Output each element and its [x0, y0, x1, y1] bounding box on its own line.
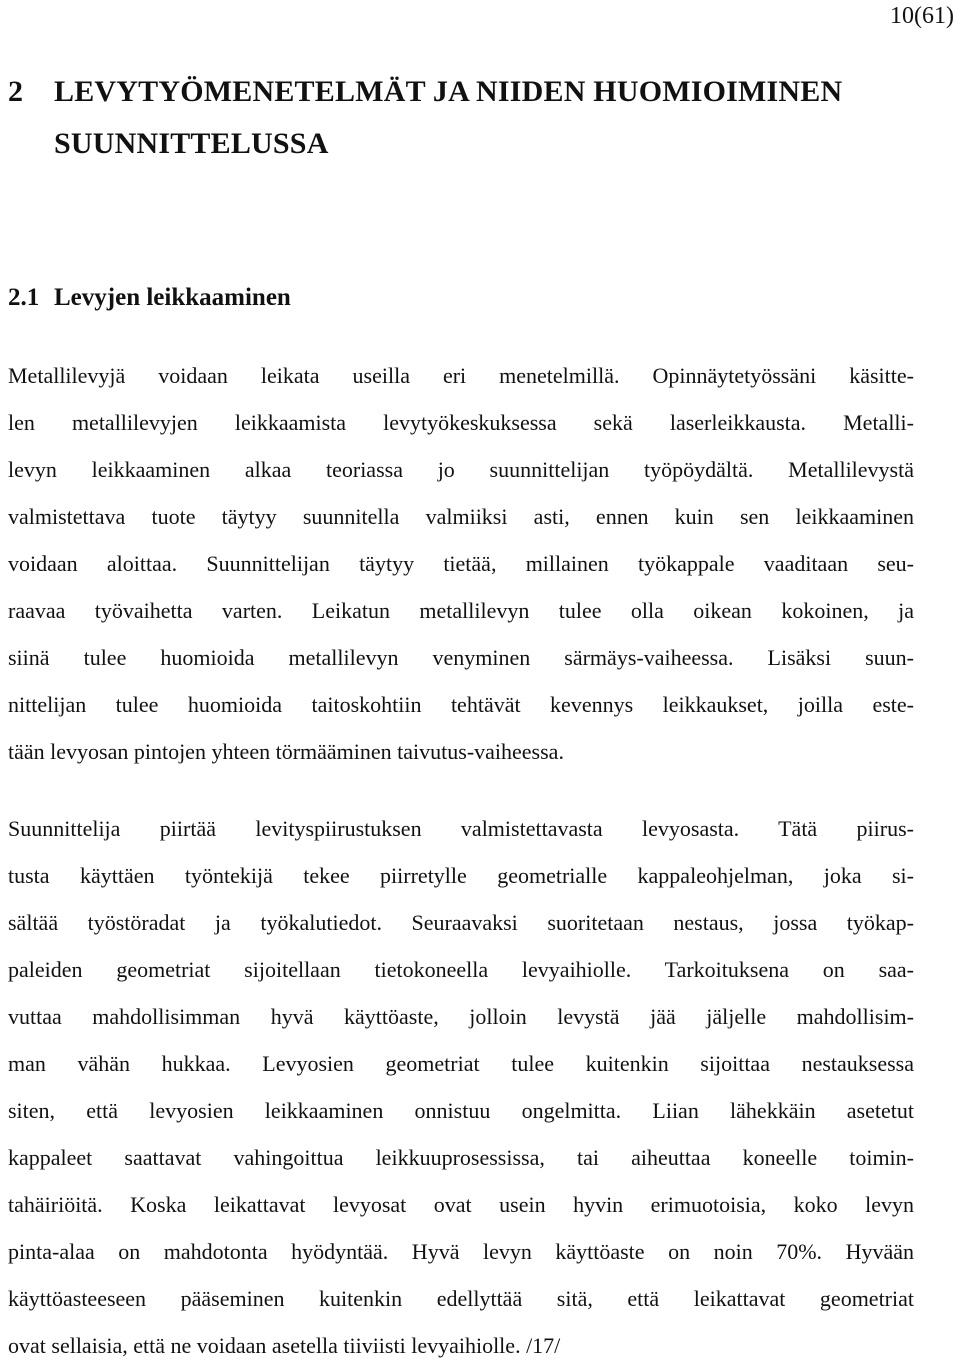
paragraph-line: pinta-alaa on mahdotonta hyödyntää. Hyvä levyn käyttöaste on noin 70%. Hyvään	[8, 1239, 914, 1264]
paragraph-line: Metallilevyjä voidaan leikata useilla eri menetelmillä. Opinnäytetyössäni käsitte-	[8, 363, 914, 388]
chapter-title-line-1: LEVYTYÖMENETELMÄT JA NIIDEN HUOMIOIMINEN	[54, 75, 843, 108]
paragraph-line: siinä tulee huomioida metallilevyn venyminen särmäys-vaiheessa. Lisäksi suun-	[8, 645, 914, 670]
paragraph-line: voidaan aloittaa. Suunnittelijan täytyy tietää, millainen työkappale vaaditaan seu-	[8, 551, 914, 576]
section-title: Levyjen leikkaaminen	[54, 284, 291, 311]
paragraph-line: man vähän hukkaa. Levyosien geometriat tulee kuitenkin sijoittaa nestauksessa	[8, 1051, 914, 1076]
paragraph-line: len metallilevyjen leikkaamista levytyökeskuksessa sekä laserleikkausta. Metalli-	[8, 410, 914, 435]
body-paragraph-2	[8, 805, 914, 1369]
section-heading	[8, 280, 291, 316]
paragraph-line: paleiden geometriat sijoitellaan tietokoneella levyaihiolle. Tarkoituksena on saa-	[8, 957, 914, 982]
paragraph-line: nittelijan tulee huomioida taitoskohtiin tehtävät kevennys leikkaukset, joilla este-	[8, 692, 914, 717]
paragraph-line: sältää työstöradat ja työkalutiedot. Seuraavaksi suoritetaan nestaus, jossa työkap-	[8, 910, 914, 935]
chapter-number: 2	[8, 75, 24, 108]
paragraph-line: levyn leikkaaminen alkaa teoriassa jo suunnittelijan työpöydältä. Metallilevystä	[8, 457, 914, 482]
section-number: 2.1	[8, 284, 40, 311]
paragraph-line: tahäiriöitä. Koska leikattavat levyosat ovat usein hyvin erimuotoisia, koko levyn	[8, 1192, 914, 1217]
paragraph-line: valmistettava tuote täytyy suunnitella valmiiksi asti, ennen kuin sen leikkaaminen	[8, 504, 914, 529]
paragraph-line: tusta käyttäen työntekijä tekee piirretylle geometrialle kappaleohjelman, joka si-	[8, 863, 914, 888]
chapter-heading	[8, 66, 938, 170]
paragraph-line: siten, että levyosien leikkaaminen onnistuu ongelmitta. Liian lähekkäin asetetut	[8, 1098, 914, 1123]
paragraph-line: käyttöasteeseen pääseminen kuitenkin edellyttää sitä, että leikattavat geometriat	[8, 1286, 914, 1311]
paragraph-line: tään levyosan pintojen yhteen törmääminen taivutus-vaiheessa.	[8, 739, 564, 764]
paragraph-line: vuttaa mahdollisimman hyvä käyttöaste, jolloin levystä jää jäljelle mahdollisim-	[8, 1004, 914, 1029]
paragraph-line: Suunnittelija piirtää levityspiirustuksen valmistettavasta levyosasta. Tätä piirus-	[8, 816, 914, 841]
paragraph-line: raavaa työvaihetta varten. Leikatun metallilevyn tulee olla oikean kokoinen, ja	[8, 598, 914, 623]
paragraph-line: kappaleet saattavat vahingoittua leikkuuprosessissa, tai aiheuttaa koneelle toimin-	[8, 1145, 914, 1170]
chapter-title-line-2: SUUNNITTELUSSA	[54, 127, 329, 160]
body-paragraph-1	[8, 352, 914, 775]
page-number: 10(61)	[890, 3, 954, 29]
paragraph-line: ovat sellaisia, että ne voidaan asetella tiiviisti levyaihiolle. /17/	[8, 1333, 561, 1358]
